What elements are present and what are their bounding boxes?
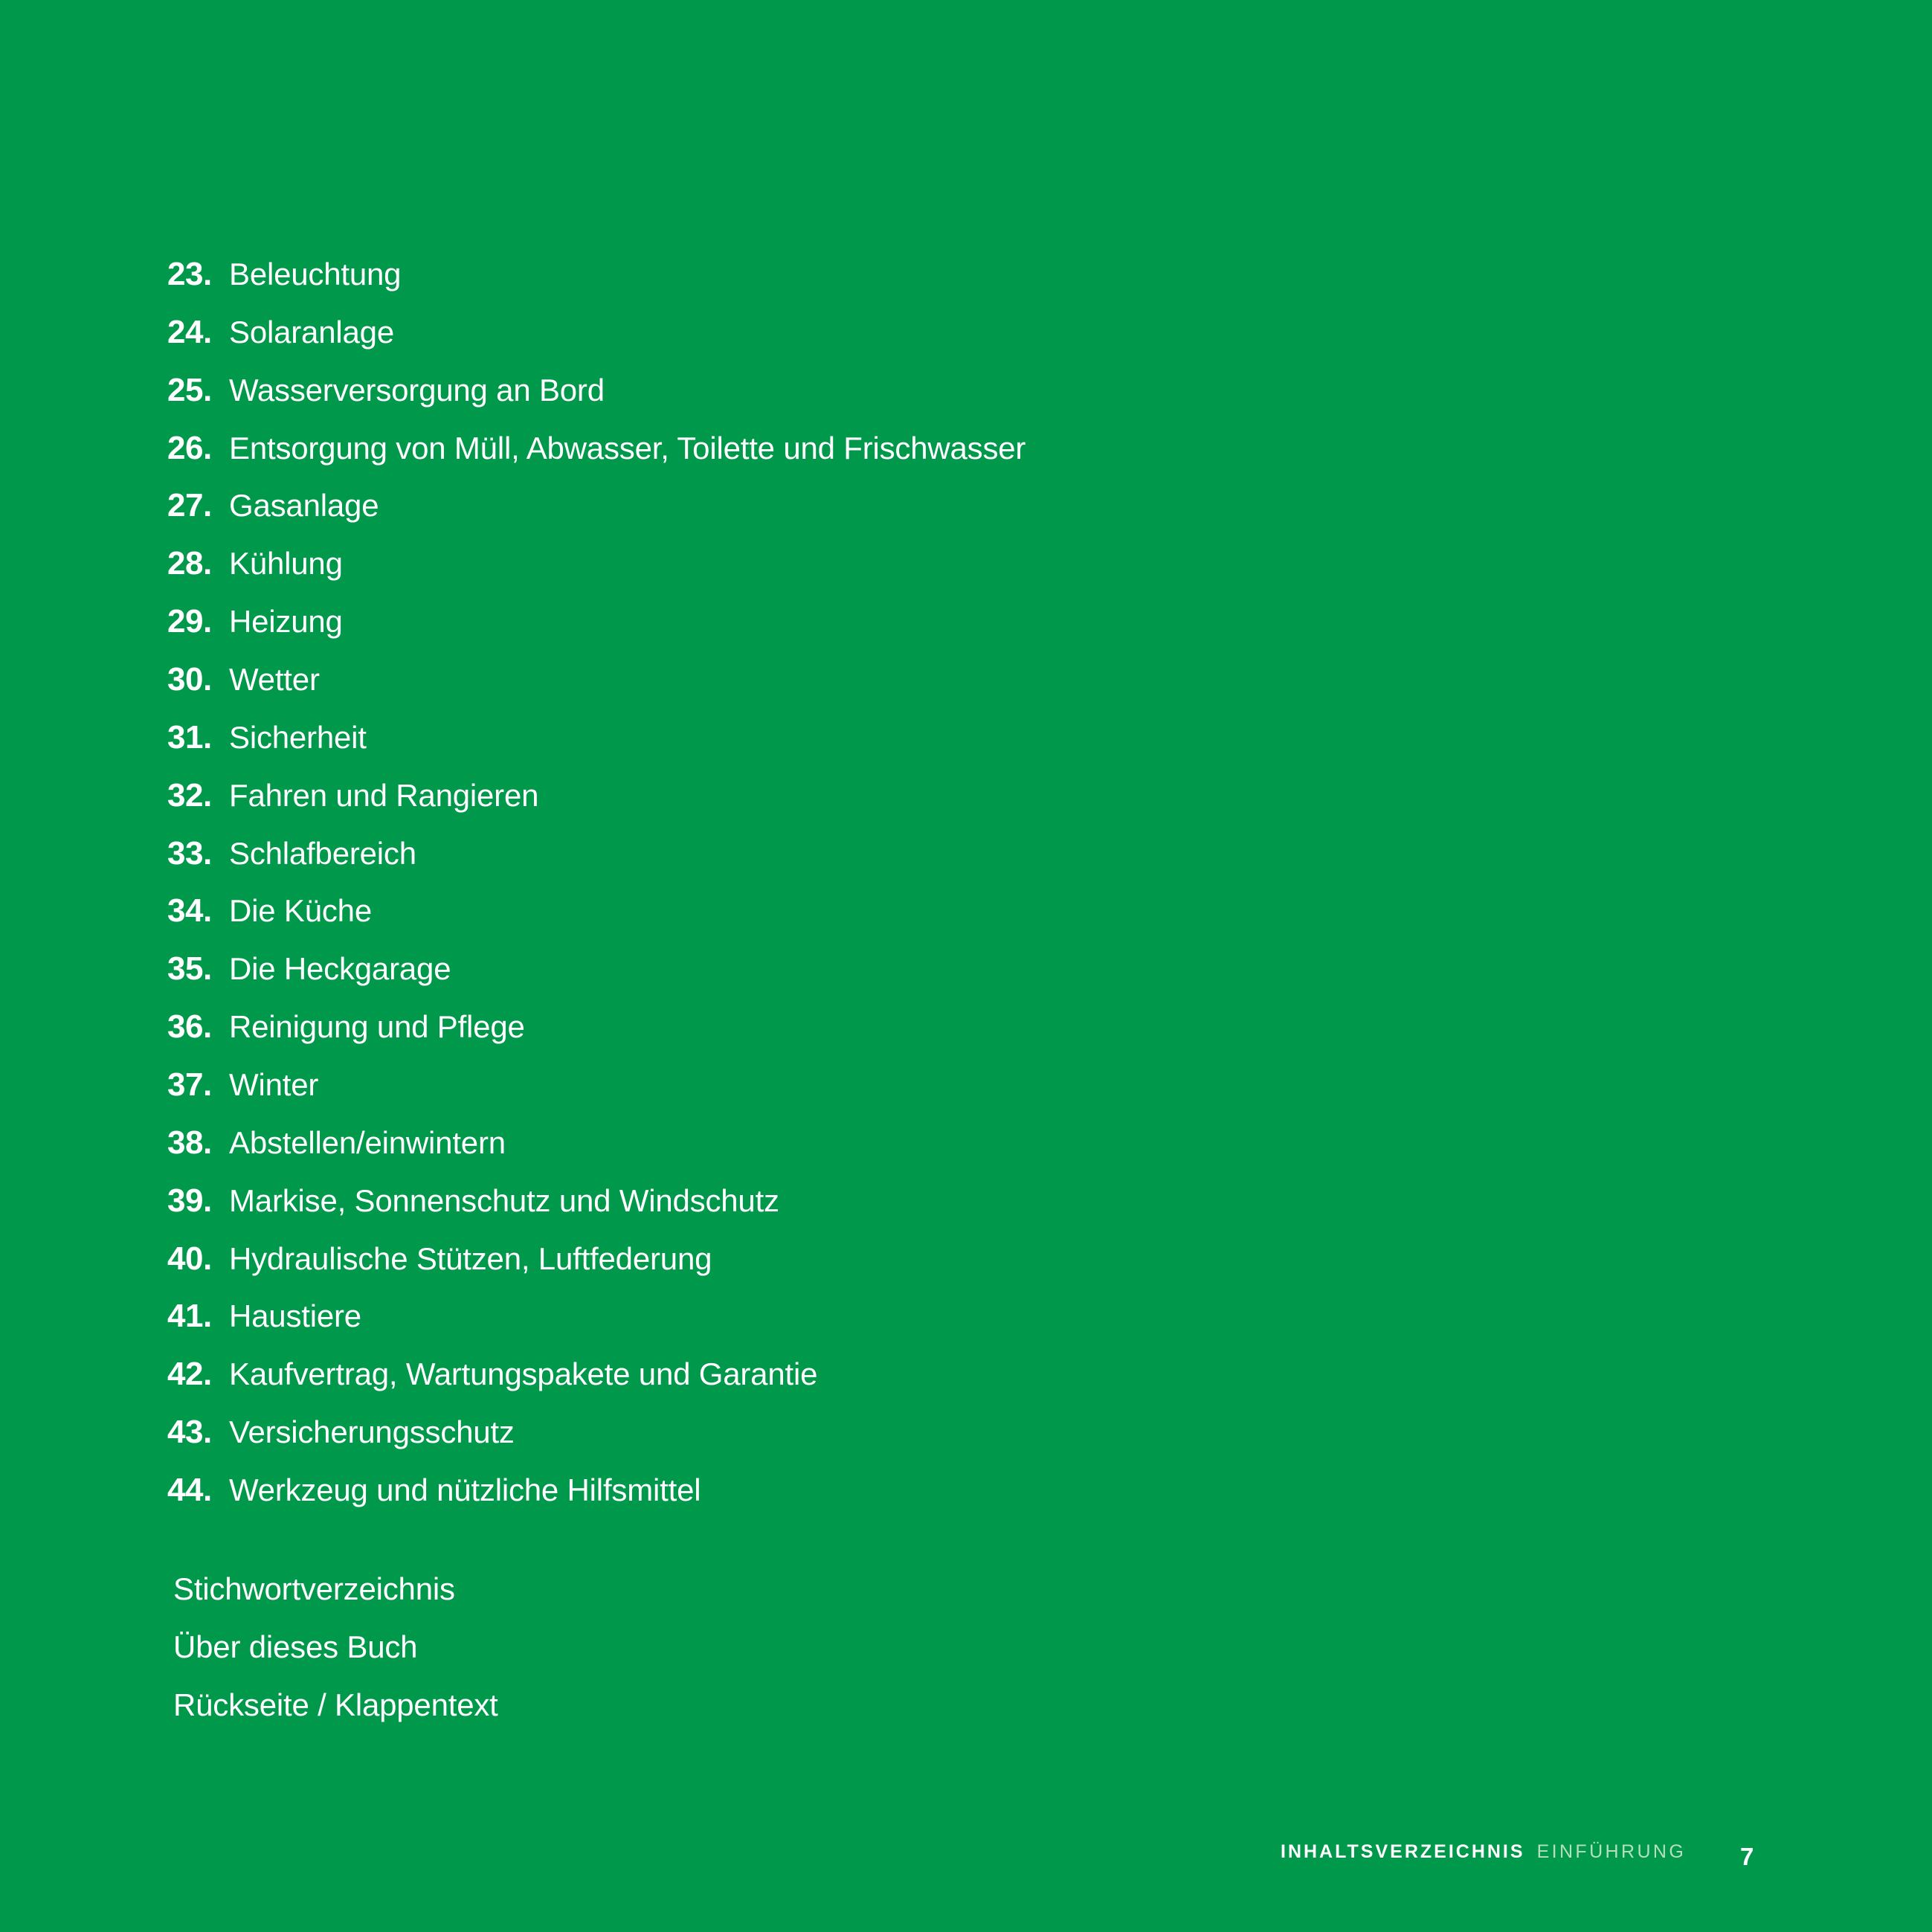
toc-entry[interactable] (167, 889, 372, 933)
toc-entry-title: Winter (229, 1067, 319, 1103)
toc-extra-entry[interactable]: Über dieses Buch (173, 1629, 418, 1664)
toc-entry[interactable] (167, 1179, 779, 1223)
toc-entry-title: Versicherungsschutz (229, 1414, 515, 1450)
toc-entry[interactable] (167, 541, 343, 586)
toc-entry-title: Hydraulische Stützen, Luftfederung (229, 1240, 712, 1276)
toc-entry-title: Entsorgung von Müll, Abwasser, Toilette und Frischwasser (229, 430, 1026, 466)
toc-entry-number: 37. (167, 1066, 212, 1104)
toc-entry-number: 25. (167, 371, 212, 408)
toc-entry-title: Kaufvertrag, Wartungspakete und Garantie (229, 1356, 818, 1392)
toc-entry[interactable] (167, 1410, 515, 1455)
toc-entry-title: Schlafbereich (229, 835, 416, 871)
toc-entry[interactable] (167, 657, 320, 702)
toc-entry[interactable] (167, 773, 538, 818)
toc-entry[interactable] (167, 1005, 525, 1049)
toc-entry-number: 24. (167, 313, 212, 350)
running-footer (1281, 1841, 1686, 1871)
toc-entry-number: 41. (167, 1298, 212, 1335)
toc-entry[interactable] (167, 368, 605, 413)
toc-extra-entry[interactable]: Rückseite / Klappentext (173, 1687, 498, 1722)
toc-entry[interactable] (167, 1294, 361, 1339)
toc-entry-title: Solaranlage (229, 314, 394, 350)
toc-entry-number: 23. (167, 256, 212, 292)
footer-chapter-title: EINFÜHRUNG (1536, 1841, 1687, 1862)
toc-entry-title: Heizung (229, 604, 343, 640)
page-number: 7 (1740, 1843, 1754, 1870)
toc-entry[interactable] (167, 1468, 701, 1513)
toc-entry-number: 38. (167, 1124, 212, 1161)
toc-entry[interactable] (167, 1237, 712, 1281)
toc-entry[interactable] (167, 1121, 506, 1165)
toc-entry-title: Markise, Sonnenschutz und Windschutz (229, 1182, 779, 1218)
toc-entry[interactable] (167, 483, 379, 528)
toc-entry-number: 32. (167, 776, 212, 814)
toc-entry-title: Gasanlage (229, 488, 379, 524)
toc-entry-title: Wasserversorgung an Bord (229, 372, 605, 408)
toc-entry-number: 33. (167, 834, 212, 872)
toc-entry[interactable] (167, 310, 394, 355)
toc-entry-title: Kühlung (229, 546, 343, 582)
toc-entry-number: 43. (167, 1414, 212, 1451)
toc-entry-number: 31. (167, 718, 212, 756)
toc-entry-number: 36. (167, 1008, 212, 1046)
toc-entry[interactable] (167, 426, 1025, 471)
toc-entry[interactable] (167, 599, 343, 644)
toc-entry-number: 40. (167, 1240, 212, 1277)
toc-entry-title: Abstellen/einwintern (229, 1124, 506, 1160)
toc-entry-number: 28. (167, 545, 212, 582)
toc-entry-number: 26. (167, 429, 212, 466)
toc-entry-title: Sicherheit (229, 719, 367, 755)
toc-entry[interactable] (167, 1063, 318, 1107)
toc-entry-number: 39. (167, 1182, 212, 1219)
toc-entry-title: Reinigung und Pflege (229, 1009, 525, 1045)
toc-entry[interactable] (167, 947, 451, 991)
toc-entry-title: Haustiere (229, 1298, 361, 1334)
toc-entry[interactable] (167, 715, 367, 760)
toc-entry-number: 29. (167, 603, 212, 640)
toc-entry[interactable] (167, 1352, 817, 1397)
toc-entry[interactable] (167, 252, 401, 297)
toc-entry-title: Beleuchtung (229, 257, 402, 292)
toc-entry-number: 30. (167, 661, 212, 698)
toc-entry-number: 35. (167, 950, 212, 988)
toc-entry-number: 44. (167, 1472, 212, 1509)
toc-entry-title: Fahren und Rangieren (229, 777, 539, 813)
toc-entry[interactable] (167, 831, 416, 876)
toc-entry-title: Die Heckgarage (229, 951, 451, 987)
toc-entry-number: 27. (167, 487, 212, 524)
toc-entry-title: Werkzeug und nützliche Hilfsmittel (229, 1472, 701, 1508)
toc-extra-entry[interactable]: Stichwortverzeichnis (173, 1571, 455, 1606)
toc-entry-number: 34. (167, 892, 212, 930)
footer-section-title: INHALTSVERZEICHNIS (1281, 1841, 1525, 1862)
toc-entry-number: 42. (167, 1356, 212, 1393)
toc-entry-title: Die Küche (229, 893, 372, 929)
toc-entry-title: Wetter (229, 662, 320, 698)
